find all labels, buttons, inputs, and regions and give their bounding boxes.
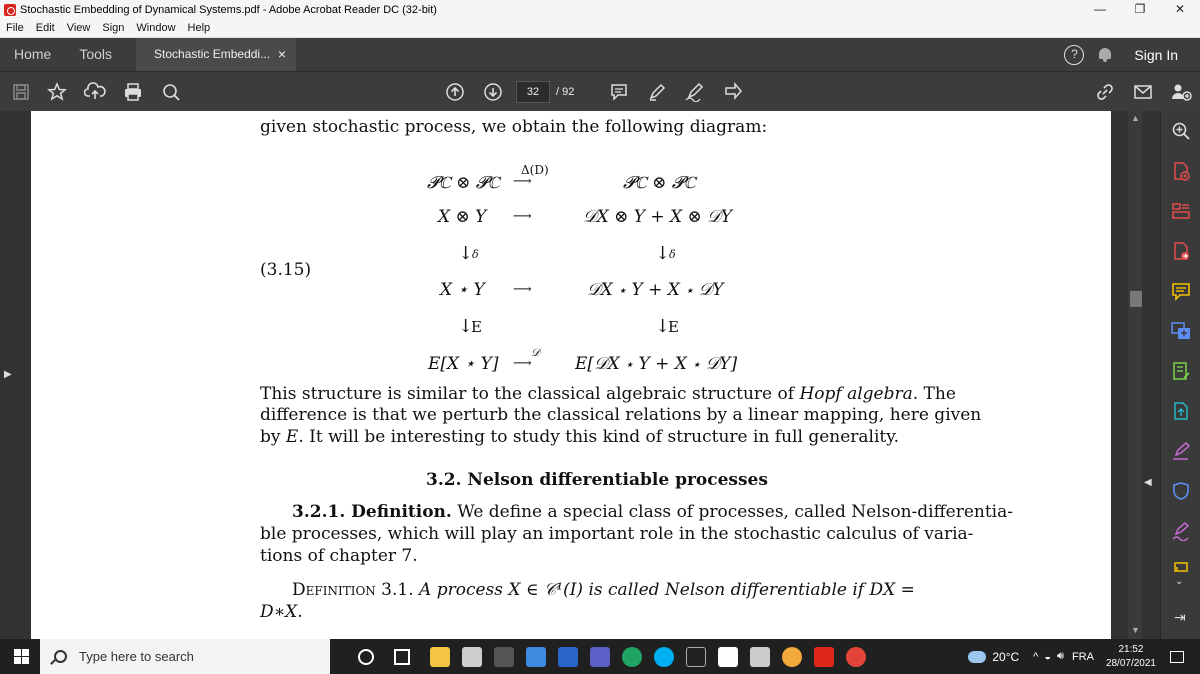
expand-left-panel-icon[interactable]: ▶	[4, 369, 12, 380]
diagram-left-row0: 𝓟ℂ ⊗ 𝓟ℂ	[427, 173, 500, 193]
menu-window[interactable]: Window	[136, 22, 176, 34]
definition-line2: D∗X.	[260, 602, 303, 622]
network-icon[interactable]: ◒	[1044, 650, 1051, 663]
settings-gear-icon[interactable]	[718, 647, 738, 667]
comment-tool-icon[interactable]	[1171, 281, 1191, 301]
window-controls	[1080, 0, 1200, 19]
page-navigator	[516, 81, 574, 103]
weather-temperature[interactable]: 20°C	[992, 649, 1020, 664]
para2-line1-text: We define a special class of processes, called Nelson-differentia-	[451, 502, 1014, 522]
diagram-top-arrow-label: Δ(D)	[521, 163, 549, 177]
acrobat-taskbar-icon[interactable]	[814, 647, 834, 667]
title-bar	[0, 0, 1200, 19]
section-title: 3.2. Nelson differentiable processes	[426, 470, 768, 490]
green-app-icon[interactable]	[622, 647, 642, 667]
diagram-right-e-label: E	[668, 318, 679, 336]
menu-bar	[0, 19, 1200, 38]
print-icon[interactable]	[120, 79, 146, 105]
game-app-icon[interactable]	[686, 647, 706, 667]
document-viewport[interactable]	[0, 111, 1160, 639]
acrobat-icon	[4, 4, 16, 16]
diagram-bottom-arrow-label: 𝒟	[531, 346, 540, 359]
scroll-up-icon[interactable]: ▲	[1131, 113, 1140, 123]
diagram-left-delta: δ	[472, 248, 479, 261]
previous-page-icon[interactable]	[442, 79, 468, 105]
create-pdf-icon[interactable]	[1171, 161, 1191, 181]
image-app-icon[interactable]	[750, 647, 770, 667]
highlight-pen-icon[interactable]	[644, 79, 670, 105]
system-tray	[968, 639, 1200, 674]
fill-sign-icon[interactable]	[1171, 441, 1191, 461]
pdf-page	[31, 111, 1111, 639]
help-icon[interactable]: ?	[1064, 45, 1084, 65]
para1-line1	[260, 384, 956, 404]
chrome-icon[interactable]	[846, 647, 866, 667]
clock[interactable]	[1106, 643, 1156, 671]
diagram-bottom-arrow: ⟶	[513, 356, 532, 371]
sidebar-scroll-down-icon[interactable]: ⌄	[1175, 576, 1184, 587]
definition-heading: Definition 3.1.	[292, 580, 414, 600]
share-arrow-icon[interactable]	[720, 79, 746, 105]
diagram-right-row1: 𝒟X ⊗ Y + X ⊗ 𝒟Y	[583, 207, 732, 227]
link-edit-icon[interactable]	[1092, 79, 1118, 105]
diagram-left-row1: X ⊗ Y	[438, 207, 487, 227]
para1-line2: difference is that we perturb the classical relations by a linear mapping, here given	[260, 405, 982, 425]
dev-app-icon[interactable]	[558, 647, 578, 667]
edit-pdf-icon[interactable]	[1171, 361, 1191, 381]
minimize-button[interactable]: —	[1094, 2, 1106, 16]
menu-help[interactable]: Help	[187, 22, 211, 34]
menu-edit[interactable]: Edit	[35, 22, 55, 34]
paint-app-icon[interactable]	[526, 647, 546, 667]
para2-line3: tions of chapter 7.	[260, 546, 418, 566]
diagram-top-arrow: ⟶	[513, 174, 532, 189]
tab-document[interactable]	[136, 38, 296, 71]
diagram-left-row2: X ⋆ Y	[440, 280, 485, 300]
definition-line1	[292, 580, 915, 600]
vlc-app-icon[interactable]	[782, 647, 802, 667]
diagram-right-row3: E[𝒟X ⋆ Y + X ⋆ 𝒟Y]	[575, 354, 738, 374]
tray-expand-icon[interactable]: ^	[1033, 650, 1039, 663]
para1-line3-start: by	[260, 427, 286, 447]
search-icon	[54, 650, 67, 663]
clock-date: 28/07/2021	[1105, 657, 1156, 669]
restore-button[interactable]: ❐	[1134, 2, 1146, 16]
save-icon[interactable]	[8, 79, 34, 105]
export-pdf-icon[interactable]	[1171, 241, 1191, 261]
total-pages: / 92	[556, 85, 575, 98]
para1-line1-text: This structure is similar to the classical algebraic structure of	[260, 384, 800, 404]
tab-home[interactable]: Home	[14, 46, 52, 62]
zoom-search-icon[interactable]	[158, 79, 184, 105]
vertical-scrollbar[interactable]	[1128, 111, 1142, 639]
collapse-right-panel-icon[interactable]: ◀	[1144, 477, 1152, 488]
equation-number: (3.15)	[260, 260, 312, 280]
diagram-left-down-arrow: ↓	[458, 243, 474, 264]
skype-icon[interactable]	[654, 647, 674, 667]
toolbar	[0, 71, 1200, 111]
cortana-icon[interactable]	[358, 649, 374, 665]
notifications-bell-icon[interactable]	[1098, 48, 1112, 62]
action-center-icon[interactable]	[1170, 651, 1184, 663]
add-user-icon[interactable]	[1168, 79, 1194, 105]
input-language[interactable]: FRA	[1071, 650, 1094, 663]
tools-sidebar	[1160, 111, 1200, 639]
share-file-icon[interactable]	[1171, 401, 1191, 421]
diagram-row1-arrow: ⟶	[513, 209, 532, 224]
taskbar-search-placeholder: Type here to search	[79, 649, 194, 664]
diagram-right-row0: 𝓟ℂ ⊗ 𝓟ℂ	[623, 173, 696, 193]
menu-file[interactable]: File	[6, 22, 24, 34]
diagram-right-row2: 𝒟X ⋆ Y + X ⋆ 𝒟Y	[587, 280, 724, 300]
current-page-input[interactable]: 32	[516, 81, 550, 103]
menu-sign[interactable]: Sign	[102, 22, 125, 34]
para1-line3	[260, 427, 899, 447]
sign-pen-icon[interactable]	[682, 79, 708, 105]
zoom-in-icon[interactable]	[1171, 121, 1191, 141]
combine-files-icon[interactable]	[1171, 321, 1191, 341]
tab-tools[interactable]: Tools	[79, 46, 113, 62]
comment-icon[interactable]	[606, 79, 632, 105]
task-view-icon[interactable]	[394, 649, 410, 665]
terminal-app-icon[interactable]	[494, 647, 514, 667]
diagram-right-down-arrow-2: ↓	[655, 316, 671, 337]
email-icon[interactable]	[1130, 79, 1156, 105]
diagram-left-down-arrow-2: ↓	[458, 316, 474, 337]
mail-app-icon[interactable]	[462, 647, 482, 667]
taskbar-search[interactable]	[40, 639, 330, 674]
tab-bar	[0, 38, 1200, 71]
weather-icon[interactable]	[968, 651, 986, 663]
para1-e-symbol: E	[285, 427, 299, 447]
scroll-down-icon[interactable]: ▼	[1131, 625, 1140, 635]
diagram-right-down-arrow: ↓	[655, 243, 671, 264]
diagram-left-e-label: E	[471, 318, 482, 336]
diagram-left-row3: E[X ⋆ Y]	[428, 354, 499, 374]
windows-taskbar	[0, 639, 1200, 674]
para1-line3-end: . It will be interesting to study this kind of structure in full generality.	[298, 427, 899, 447]
request-signature-icon[interactable]	[1171, 521, 1191, 541]
organize-pages-icon[interactable]	[1171, 201, 1191, 221]
protect-shield-icon[interactable]	[1171, 481, 1191, 501]
window-title: Stochastic Embedding of Dynamical Systems.pdf - Adobe Acrobat Reader DC (32-bit)	[20, 3, 437, 16]
file-explorer-icon[interactable]	[430, 647, 450, 667]
tab-close-icon[interactable]: ×	[277, 45, 287, 62]
diagram-row2-arrow: ⟶	[513, 282, 532, 297]
para2-line1	[292, 502, 1013, 522]
teams-icon[interactable]	[590, 647, 610, 667]
para2-heading: 3.2.1. Definition.	[292, 502, 452, 522]
close-window-button[interactable]: ✕	[1174, 2, 1186, 16]
text-line-top: given stochastic process, we obtain the following diagram:	[260, 117, 768, 137]
para1-hopf-algebra: Hopf algebra.	[799, 384, 919, 404]
diagram-right-delta: δ	[669, 248, 676, 261]
para2-line2: ble processes, which will play an important role in the stochastic calculus of varia-	[260, 524, 974, 544]
volume-icon[interactable]: 🔊︎	[1057, 650, 1064, 662]
next-page-icon[interactable]	[480, 79, 506, 105]
para1-line1-end: The	[918, 384, 956, 404]
clock-time: 21:52	[1118, 643, 1144, 655]
menu-view[interactable]: View	[66, 22, 91, 34]
definition-line1-text: A process X ∈ 𝒞¹(I) is called Nelson differentiable if DX =	[413, 580, 915, 600]
bookmark-star-icon[interactable]	[44, 79, 70, 105]
upload-cloud-icon[interactable]	[82, 79, 108, 105]
sign-in-button[interactable]: Sign In	[1134, 46, 1178, 63]
collapse-sidebar-icon[interactable]: ⇥	[1174, 609, 1186, 625]
scrollbar-thumb[interactable]	[1130, 291, 1142, 307]
windows-start-icon[interactable]	[14, 649, 29, 664]
tab-document-label: Stochastic Embeddi...	[154, 46, 271, 61]
